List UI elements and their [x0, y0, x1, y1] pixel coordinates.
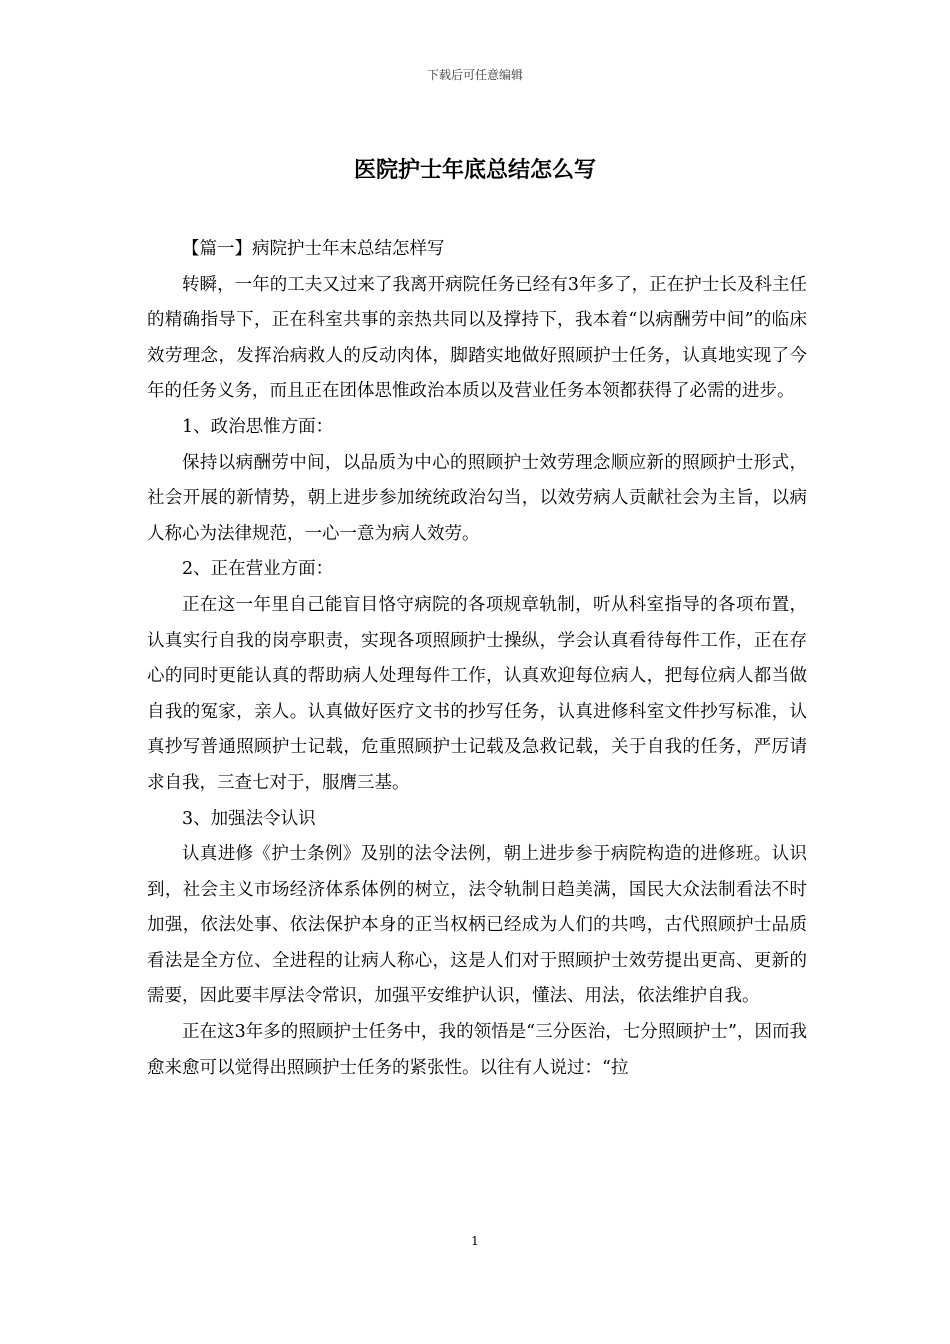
body-paragraph: 正在这一年里自己能盲目恪守病院的各项规章轨制，听从科室指导的各项布置，认真实行自我的岗亭职责，实现各项照顾护士操纵，学会认真看待每件工作，正在存心的同时更能认真的帮助病人处理每件工作，认真欢迎每位病人，把每位病人都当做自我的冤家，亲人。认真做好医疗文书的抄写任务，认真进修科室文件抄写标准，认真抄写普通照顾护士记载，危重照顾护士记载及急救记载，关于自我的任务，严厉请求自我，三查七对于，服膺三基。: [147, 594, 807, 793]
header-note: 下载后可任意编辑: [426, 68, 523, 82]
subheading-law: 3、加强法令认识: [182, 808, 316, 829]
body-paragraph: 保持以病酬劳中间，以品质为中心的照顾护士效劳理念顺应新的照顾护士形式，社会开展的新情势，朝上进步参加统统政治勾当，以效劳病人贡献社会为主旨，以病人称心为法律规范，一心一意为病人效劳。: [147, 452, 807, 544]
body-paragraph: 转瞬，一年的工夫又过来了我离开病院任务已经有3年多了，正在护士长及科主任的精确指导下，正在科室共事的亲热共同以及撑持下，我本着“以病酬劳中间”的临床效劳理念，发挥治病救人的反动肉体，脚踏实地做好照顾护士任务，认真地实现了今年的任务义务，而且正在团体思惟政治本质以及营业任务本领都获得了必需的进步。: [147, 274, 807, 402]
section-heading-part-one: 【篇一】病院护士年末总结怎样写: [182, 239, 445, 259]
body-paragraph: 认真进修《护士条例》及别的法令法例，朝上进步参于病院构造的进修班。认识到，社会主义市场经济体系体例的树立，法令轨制日趋美满，国民大众法制看法不时加强，依法处事、依法保护本身的正当权柄已经成为人们的共鸣，古代照顾护士品质看法是全方位、全进程的让病人称心，这是人们对于照顾护士效劳提出更高、更新的需要，因此要丰厚法令常识，加强平安维护认识，懂法、用法，依法维护自我。: [147, 844, 807, 1007]
subheading-politics: 1、政治思惟方面：: [182, 416, 334, 437]
body-paragraph: 正在这3年多的照顾护士任务中，我的领悟是“三分医治，七分照顾护士”，因而我愈来愈可以觉得出照顾护士任务的紧张性。以往有人说过：“拉: [147, 1022, 807, 1078]
document-body: [147, 232, 807, 1086]
page-number: 1: [471, 1234, 479, 1248]
subheading-business: 2、正在营业方面：: [182, 559, 334, 580]
document-title: 医院护士年底总结怎么写: [353, 157, 596, 183]
